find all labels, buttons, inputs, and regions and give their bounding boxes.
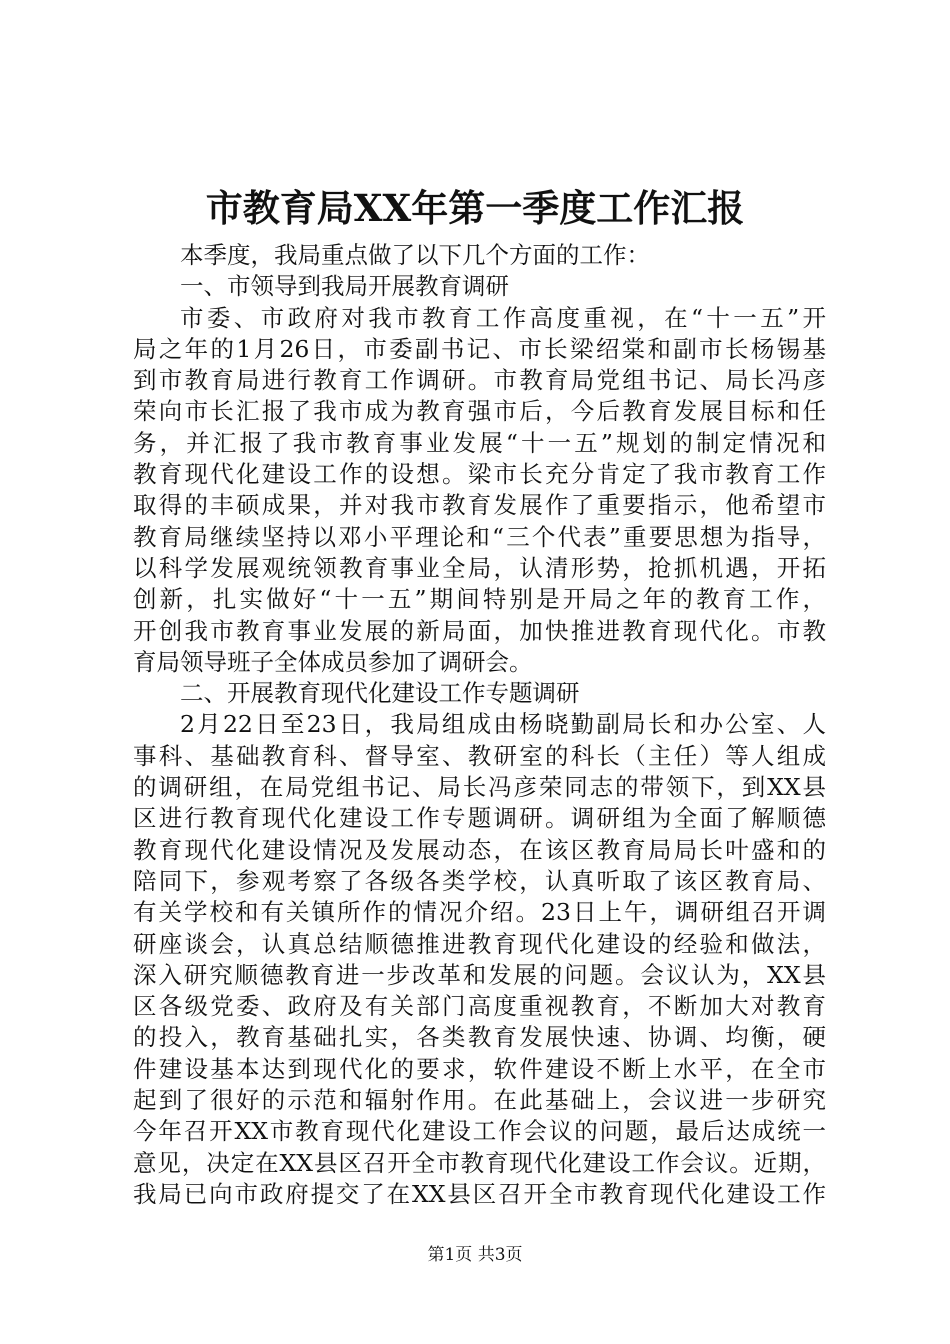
section-heading-2: 二、开展教育现代化建设工作专题调研 (180, 679, 580, 708)
paragraph-line: 教育现代化建设情况及发展动态，在该区教育局局长叶盛和的 (133, 835, 826, 864)
paragraph-line: 研座谈会，认真总结顺德推进教育现代化建设的经验和做法， (133, 929, 826, 958)
paragraph-line: 今年召开XX市教育现代化建设工作会议的问题，最后达成统一 (133, 1117, 826, 1146)
paragraph-line: 的投入，教育基础扎实，各类教育发展快速、协调、均衡，硬 (133, 1023, 826, 1052)
paragraph-line: 区进行教育现代化建设工作专题调研。调研组为全面了解顺德 (133, 804, 826, 833)
paragraph-line: 区各级党委、政府及有关部门高度重视教育，不断加大对教育 (133, 992, 826, 1021)
paragraph-line: 事科、基础教育科、督导室、教研室的科长（主任）等人组成 (133, 741, 826, 770)
paragraph-line: 深入研究顺德教育进一步改革和发展的问题。会议认为，XX县 (133, 960, 826, 989)
paragraph-line: 到市教育局进行教育工作调研。市教育局党组书记、局长冯彦 (133, 366, 826, 395)
paragraph-line: 起到了很好的示范和辐射作用。在此基础上，会议进一步研究 (133, 1086, 826, 1115)
paragraph-line: 局之年的1月26日，市委副书记、市长梁绍棠和副市长杨锡基 (133, 334, 826, 363)
paragraph-line: 件建设基本达到现代化的要求，软件建设不断上水平，在全市 (133, 1054, 826, 1083)
paragraph-line: 开创我市教育事业发展的新局面，加快推进教育现代化。市教 (133, 616, 826, 645)
document-title: 市教育局XX年第一季度工作汇报 (205, 186, 745, 230)
paragraph-line: 的调研组，在局党组书记、局长冯彦荣同志的带领下，到XX县 (133, 773, 826, 802)
section-heading-1: 一、市领导到我局开展教育调研 (180, 272, 509, 301)
paragraph-line: 创新，扎实做好“十一五”期间特别是开局之年的教育工作， (133, 585, 826, 614)
paragraph-line: 育局领导班子全体成员参加了调研会。 (133, 647, 533, 676)
paragraph-line: 我局已向市政府提交了在XX县区召开全市教育现代化建设工作 (133, 1179, 826, 1208)
paragraph-line: 2月22日至23日，我局组成由杨晓勤副局长和办公室、人 (180, 710, 826, 739)
document-body (133, 240, 826, 1210)
paragraph-line: 务，并汇报了我市教育事业发展“十一五”规划的制定情况和 (133, 428, 826, 457)
paragraph-line: 陪同下，参观考察了各级各类学校，认真听取了该区教育局、 (133, 866, 826, 895)
intro-line: 本季度，我局重点做了以下几个方面的工作： (180, 241, 650, 269)
page-number-footer: 第1页 共3页 (427, 1245, 523, 1265)
paragraph-line: 教育局继续坚持以邓小平理论和“三个代表”重要思想为指导， (133, 522, 826, 551)
paragraph-line: 教育现代化建设工作的设想。梁市长充分肯定了我市教育工作 (133, 460, 826, 489)
paragraph-line: 市委、市政府对我市教育工作高度重视，在“十一五”开 (180, 303, 826, 332)
paragraph-line: 意见，决定在XX县区召开全市教育现代化建设工作会议。近期， (133, 1148, 826, 1177)
paragraph-line: 有关学校和有关镇所作的情况介绍。23日上午，调研组召开调 (133, 898, 826, 927)
paragraph-line: 荣向市长汇报了我市成为教育强市后，今后教育发展目标和任 (133, 397, 826, 426)
paragraph-line: 取得的丰硕成果，并对我市教育发展作了重要指示，他希望市 (133, 491, 826, 520)
paragraph-line: 以科学发展观统领教育事业全局，认清形势，抢抓机遇，开拓 (133, 553, 826, 582)
